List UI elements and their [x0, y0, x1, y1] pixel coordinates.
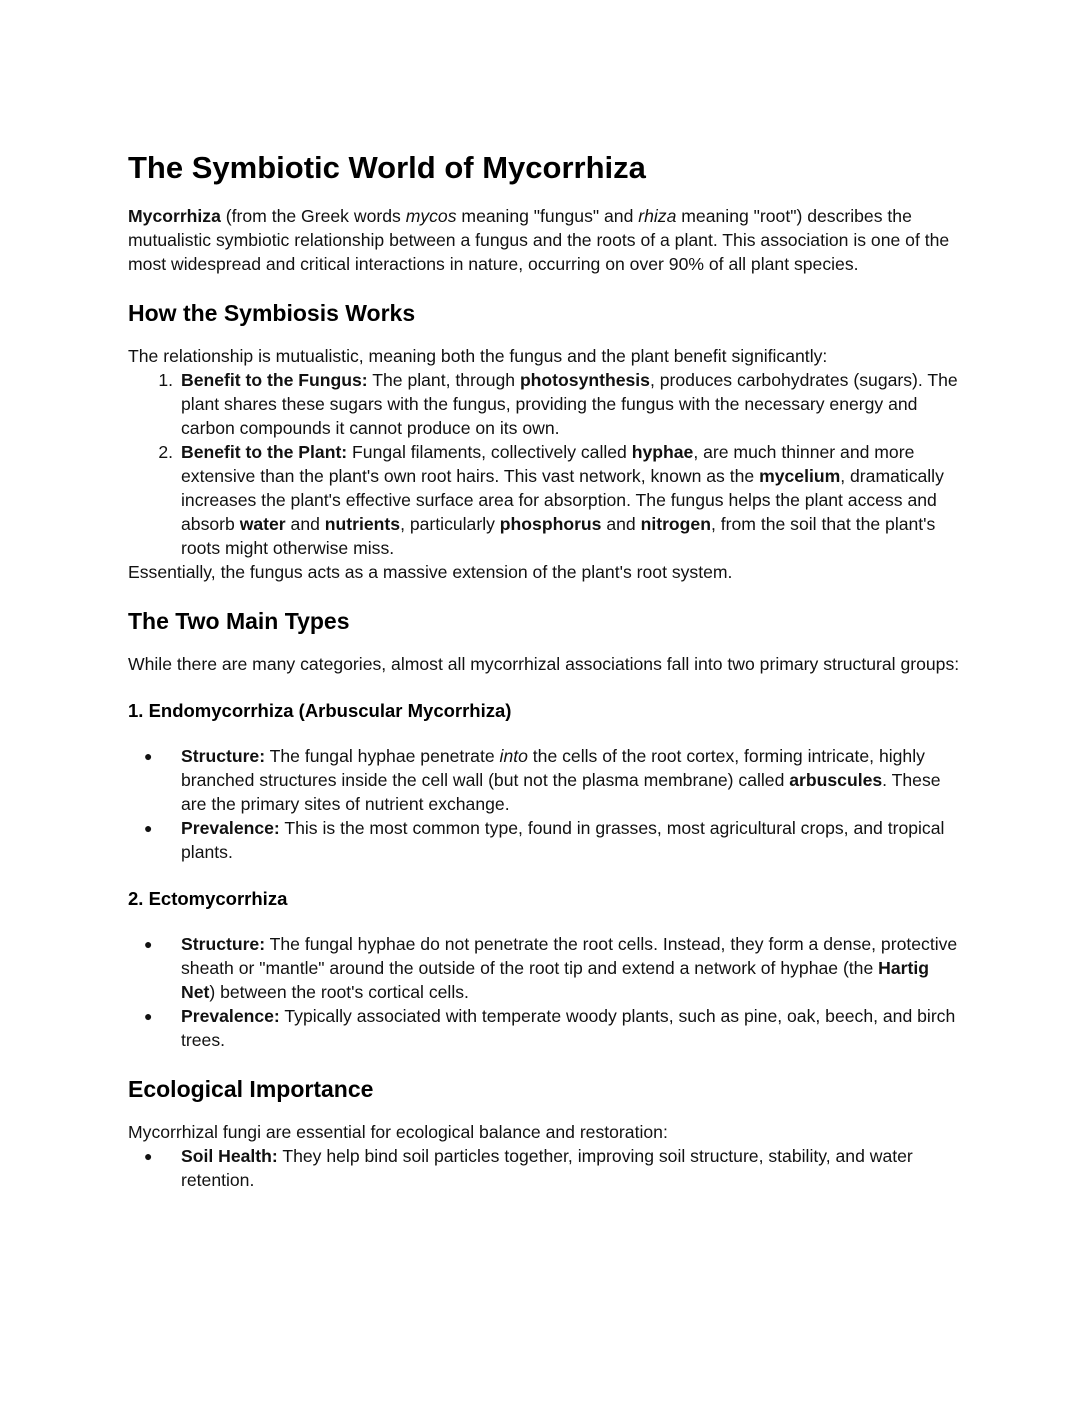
intro-paragraph: Mycorrhiza (from the Greek words mycos meaning "fungus" and rhiza meaning "root") describes the mutualistic symbiotic relationship between a fungus and the roots of a plant. This association is one of the most widespread and critical interactions in nature, occurring on over 90% of all plant species.: [128, 206, 950, 274]
ecto-list: [128, 932, 968, 1052]
subheading-ectomycorrhiza: 2. Ectomycorrhiza: [128, 888, 288, 909]
bullet-icon: ●: [144, 936, 153, 952]
list-item: ● Soil Health: They help bind soil particles together, improving soil structure, stability, and water retention.: [144, 1146, 913, 1190]
bullet-icon: ●: [144, 820, 153, 836]
list-item: ● Prevalence: This is the most common type, found in grasses, most agricultural crops, and tropical plants.: [144, 818, 945, 862]
how-closing: Essentially, the fungus acts as a massive extension of the plant's root system.: [128, 562, 733, 582]
section-heading-how: How the Symbiosis Works: [128, 300, 416, 326]
list-item: ● Prevalence: Typically associated with temperate woody plants, such as pine, oak, beech, and birch trees.: [144, 1006, 956, 1050]
list-item: 2. Benefit to the Plant: Fungal filaments, collectively called hyphae, are much thinner and more extensive than the plant's own root hairs. This vast network, known as the mycelium, dramatically increases the plant's effective surface area for absorption. The fungus helps the plant access and absorb water and nutrients, particularly phosphorus and nitrogen, from the soil that the plant's roots might otherwise miss.: [158, 442, 944, 558]
eco-lead: Mycorrhizal fungi are essential for ecological balance and restoration:: [128, 1122, 668, 1142]
bullet-icon: ●: [144, 748, 153, 764]
section-heading-eco: Ecological Importance: [128, 1076, 374, 1102]
how-lead: The relationship is mutualistic, meaning both the fungus and the plant benefit significantly:: [128, 346, 828, 366]
greek-word-mycos: mycos: [405, 206, 457, 226]
list-item: 1. Benefit to the Fungus: The plant, through photosynthesis, produces carbohydrates (sugars). The plant shares these sugars with the fungus, providing the fungus with the necessary energy and carbon compounds it cannot produce on its own.: [158, 370, 958, 438]
intro-term: Mycorrhiza: [128, 206, 221, 226]
list-item: ● Structure: The fungal hyphae do not penetrate the root cells. Instead, they form a dense, protective sheath or "mantle" around the outside of the root tip and extend a network of hyphae (the Hartig Net) between the root's cortical cells.: [144, 934, 958, 1002]
section-heading-types: The Two Main Types: [128, 608, 350, 634]
subheading-endomycorrhiza: 1. Endomycorrhiza (Arbuscular Mycorrhiza): [128, 700, 512, 721]
page-title: The Symbiotic World of Mycorrhiza: [128, 150, 646, 185]
greek-word-rhiza: rhiza: [638, 206, 677, 226]
eco-list: [128, 1144, 968, 1192]
bullet-icon: ●: [144, 1008, 153, 1024]
bullet-icon: ●: [144, 1148, 153, 1164]
endo-list: [128, 744, 968, 864]
benefits-list: [128, 368, 968, 560]
types-lead: While there are many categories, almost all mycorrhizal associations fall into two primary structural groups:: [128, 654, 960, 674]
list-item: ● Structure: The fungal hyphae penetrate into the cells of the root cortex, forming intricate, highly branched structures inside the cell wall (but not the plasma membrane) called arbuscules. These are the primary sites of nutrient exchange.: [144, 746, 941, 814]
